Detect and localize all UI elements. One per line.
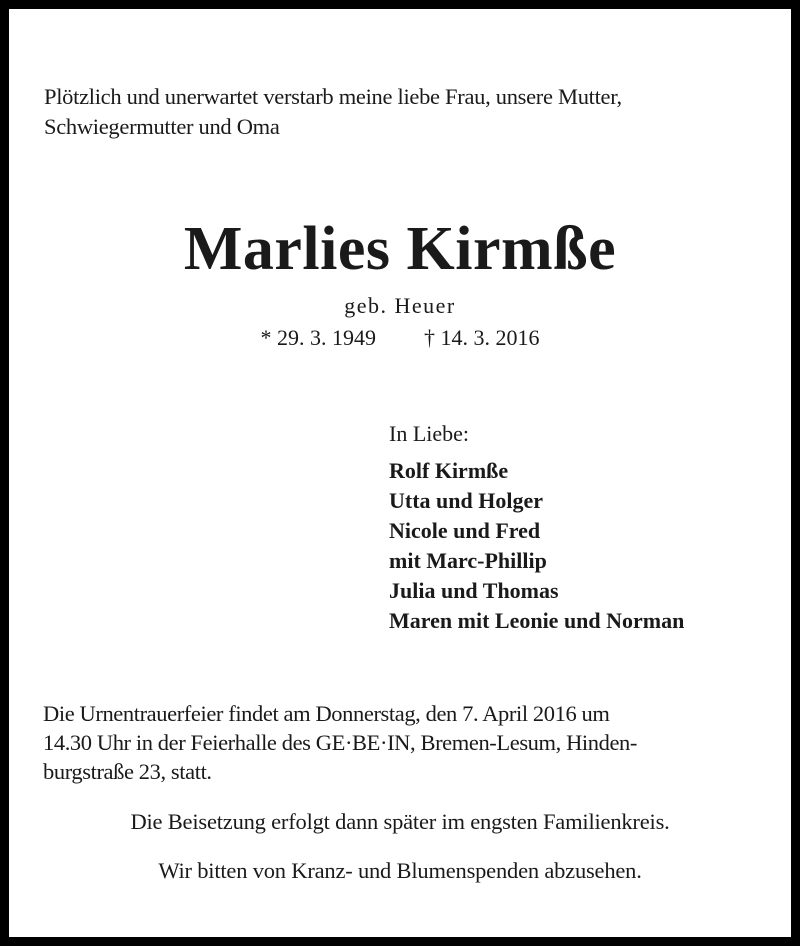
life-dates (9, 323, 791, 353)
ceremony-line: burgstraße 23, statt. (43, 759, 212, 784)
intro-line-1: Plötzlich und unerwartet verstarb meine liebe Frau, unsere Mutter, (44, 84, 622, 109)
ceremony-line: 14.30 Uhr in der Feierhalle des GE·BE·IN, Bremen-Lesum, Hinden- (43, 730, 638, 755)
mourner: Maren mit Leonie und Norman (389, 608, 685, 633)
death-date: † 14. 3. 2016 (424, 325, 540, 350)
ceremony-info (43, 699, 759, 786)
mourner: Julia und Thomas (389, 578, 559, 603)
mourner: Utta und Holger (389, 488, 543, 513)
ceremony-line: Die Urnentrauerfeier findet am Donnerstag, den 7. April 2016 um (43, 701, 610, 726)
deceased-name: Marlies Kirmße (183, 215, 617, 283)
intro-line-2: Schwiegermutter und Oma (44, 114, 280, 139)
mourner: Rolf Kirmße (389, 458, 509, 483)
maiden-name: geb. Heuer (344, 293, 456, 318)
flowers-note: Wir bitten von Kranz- und Blumenspenden abzusehen. (158, 858, 642, 883)
burial-note: Die Beisetzung erfolgt dann später im engsten Familienkreis. (130, 809, 670, 834)
mourners-list (389, 456, 684, 636)
intro-text (44, 82, 622, 142)
in-love-label: In Liebe: (389, 421, 470, 446)
mourner: Nicole und Fred (389, 518, 541, 543)
birth-date: * 29. 3. 1949 (260, 325, 376, 350)
obituary-notice (9, 9, 791, 937)
mourner: mit Marc-Phillip (389, 548, 547, 573)
